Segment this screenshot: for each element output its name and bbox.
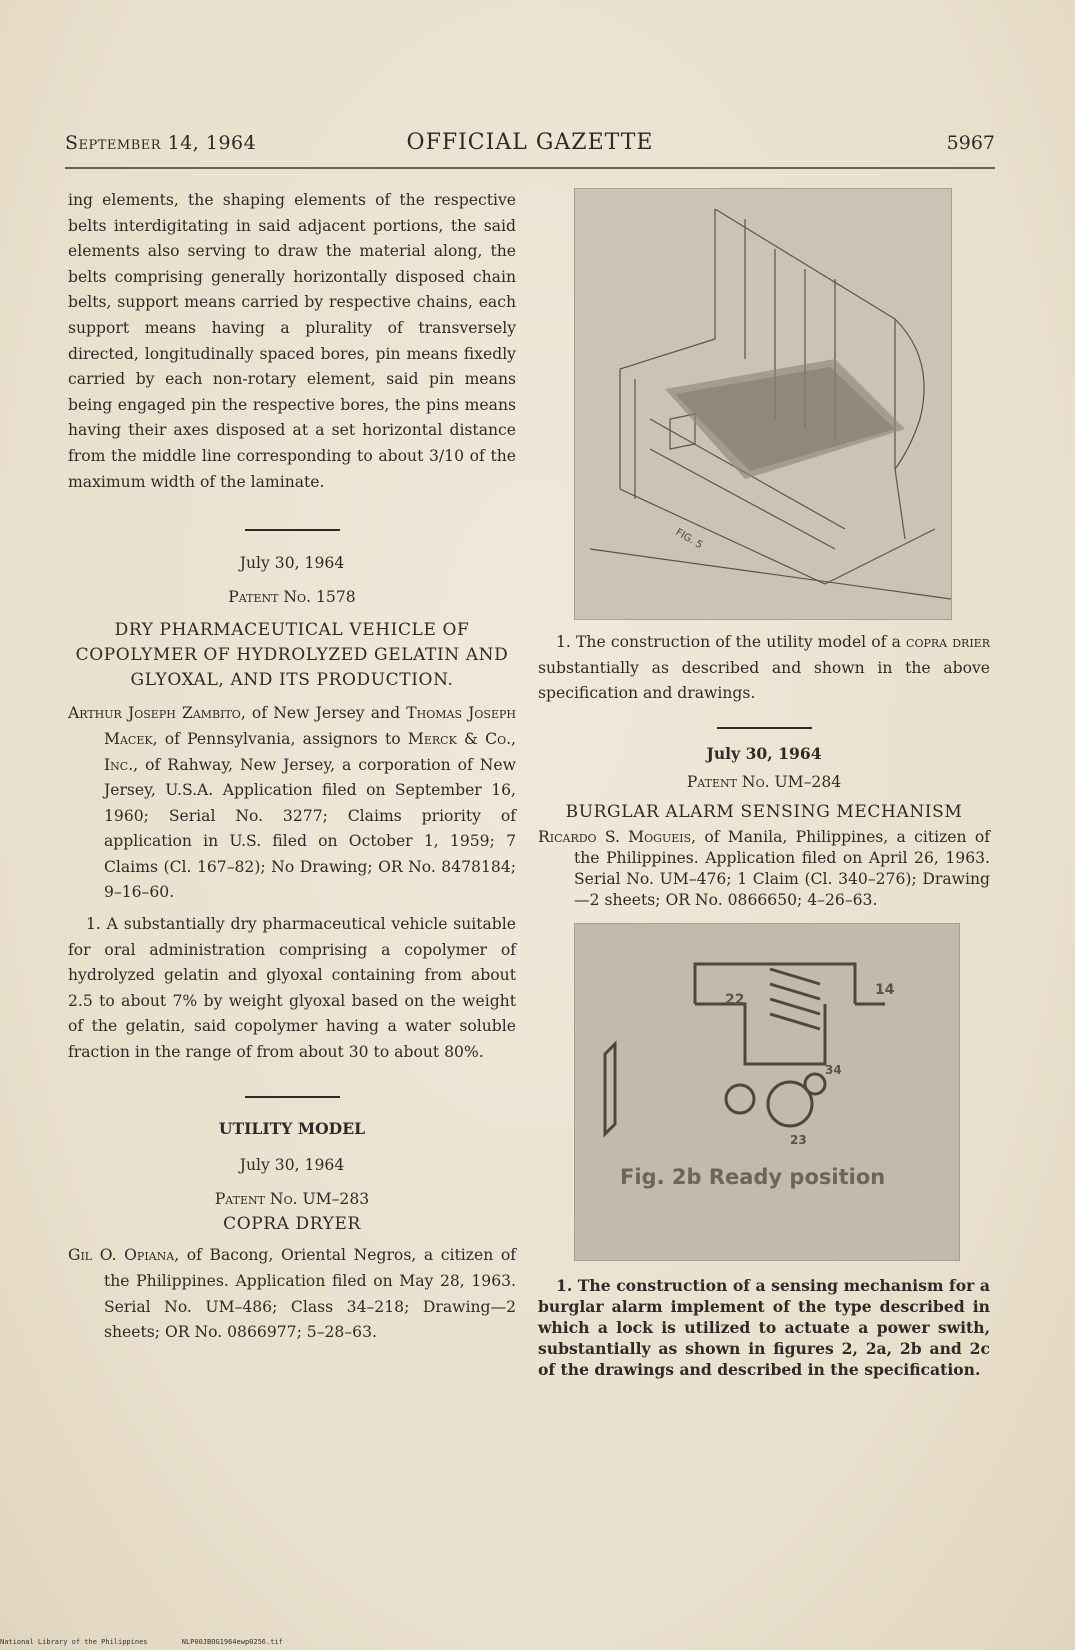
patent-1578-number: Patent No. 1578: [228, 587, 356, 606]
patent-um284-number: Patent No. UM–284: [686, 773, 842, 792]
inventor-name-um284: Ricardo S. Mogueis: [538, 827, 692, 846]
figure-label-2: 14: [875, 981, 895, 998]
applicant-text-um284: , of Manila, Philippines, a citizen of the Philippines. Application filed on April 26, 1963. Serial No. UM–476; 1 Claim (Cl. 340–276); Drawing—2 sheets; OR No. 0866650; 4–26–63.: [574, 827, 990, 909]
footer-file: NLP00JBOG1964ewp0256.tif: [181, 1638, 283, 1646]
right-column: [538, 188, 990, 1380]
footer-source: National Library of the Philippines: [0, 1638, 148, 1646]
left-column: [68, 188, 516, 1346]
page-header: [65, 130, 995, 160]
header-page-number: 5967: [946, 132, 995, 154]
header-title: OFFICIAL GAZETTE: [406, 130, 654, 155]
patent-um284-applicant: [538, 827, 990, 911]
patent-um283-date: July 30, 1964: [239, 1156, 345, 1175]
patent-um283-title: COPRA DRYER: [223, 1214, 361, 1235]
copra-dryer-drawing: [575, 189, 951, 619]
scan-footer: [0, 1638, 313, 1646]
utility-model-heading: UTILITY MODEL: [218, 1118, 366, 1138]
header-divider: [65, 167, 995, 169]
patent-1578-claim: 1. A substantially dry pharmaceutical vehicle suitable for oral administration comprising a copolymer of hydrolyzed gelatin and glyoxal containing from about 2.5 to about 7% by weight glyoxal based on the weight of the gelatin, said copolymer having a water soluble fraction in the range of from about 30 to about 80%.: [68, 915, 516, 1062]
patent-1578-applicants: [68, 701, 516, 906]
patent-um283-number: Patent No. UM–283: [214, 1189, 370, 1208]
um283-claim-sc: copra drier: [906, 633, 990, 651]
continuation-paragraph: ing elements, the shaping elements of the respective belts interdigitating in said adjacent portions, the said elements also serving to draw the material along, the belts comprising generally horizontally disposed chain belts, support means carried by respective chains, each support means having a plurality of transversely directed, longitudinally spaced bores, pin means fixedly carried by each non-rotary element, said pin means being engaged pin the respective bores, the pins means having their axes disposed at a set horizontal distance from the middle line corresponding to about 3/10 of the maximum width of the laminate.: [68, 191, 516, 491]
patent-1578-title: DRY PHARMACEUTICAL VEHICLE OF COPOLYMER OF HYDROLYZED GELATIN AND GLYOXAL, AND ITS PRODUCTION.: [75, 620, 509, 691]
um283-claim-pre: 1. The construction of the utility model of a: [556, 633, 907, 651]
figure-label: FIG. 5: [673, 527, 705, 552]
burglar-alarm-drawing: [575, 924, 959, 1260]
inventor-name-um283: Gil O. Opiana: [68, 1246, 175, 1265]
figure-label-1: 22: [725, 991, 745, 1008]
patent-um284-date: July 30, 1964: [706, 743, 822, 763]
patent-um284-title: BURGLAR ALARM SENSING MECHANISM: [565, 801, 963, 822]
header-date: September 14, 1964: [65, 132, 257, 154]
um283-claim-post: substantially as described and shown in the above specification and drawings.: [538, 658, 990, 703]
assignee-name: Merck & Co., Inc.: [104, 729, 516, 774]
patent-um283-applicant: [68, 1243, 516, 1345]
figure-label-4: 23: [790, 1132, 807, 1147]
applicant-text: , of New Jersey and: [240, 704, 407, 723]
burglar-alarm-figure: [574, 923, 960, 1261]
applicant-text-um283: , of Bacong, Oriental Negros, a citizen of the Philippines. Application filed on May 28, 1963. Serial No. UM–486; Class 34–218; Drawing—2 sheets; OR No. 0866977; 5–28–63.: [104, 1246, 517, 1342]
patent-um283-claim: [538, 630, 990, 707]
applicant-text-2: , of Pennsylvania, assignors to: [152, 729, 408, 748]
copra-dryer-figure: [574, 188, 952, 620]
inventor-name: Arthur Joseph Zambito: [68, 704, 241, 723]
figure-caption: Fig. 2b Ready position: [620, 1164, 886, 1189]
figure-label-3: 34: [825, 1062, 842, 1077]
inventor-name-2: Thomas Joseph Macek: [104, 704, 516, 748]
patent-um284-claim: 1. The construction of a sensing mechanism for a burglar alarm implement of the type described in which a lock is utilized to actuate a power swith, substantially as shown in figures 2, 2a, 2b and 2c of the drawings and described in the specification.: [538, 1275, 990, 1379]
applicant-text-3: , of Rahway, New Jersey, a corporation of New Jersey, U.S.A. Application filed on September 16, 1960; Serial No. 3277; Claims priority of application in U.S. filed on October 1, 1959; 7 Claims (Cl. 167–82); No Drawing; OR No. 8478184; 9–16–60.: [104, 755, 516, 902]
patent-1578-date: July 30, 1964: [239, 554, 345, 573]
